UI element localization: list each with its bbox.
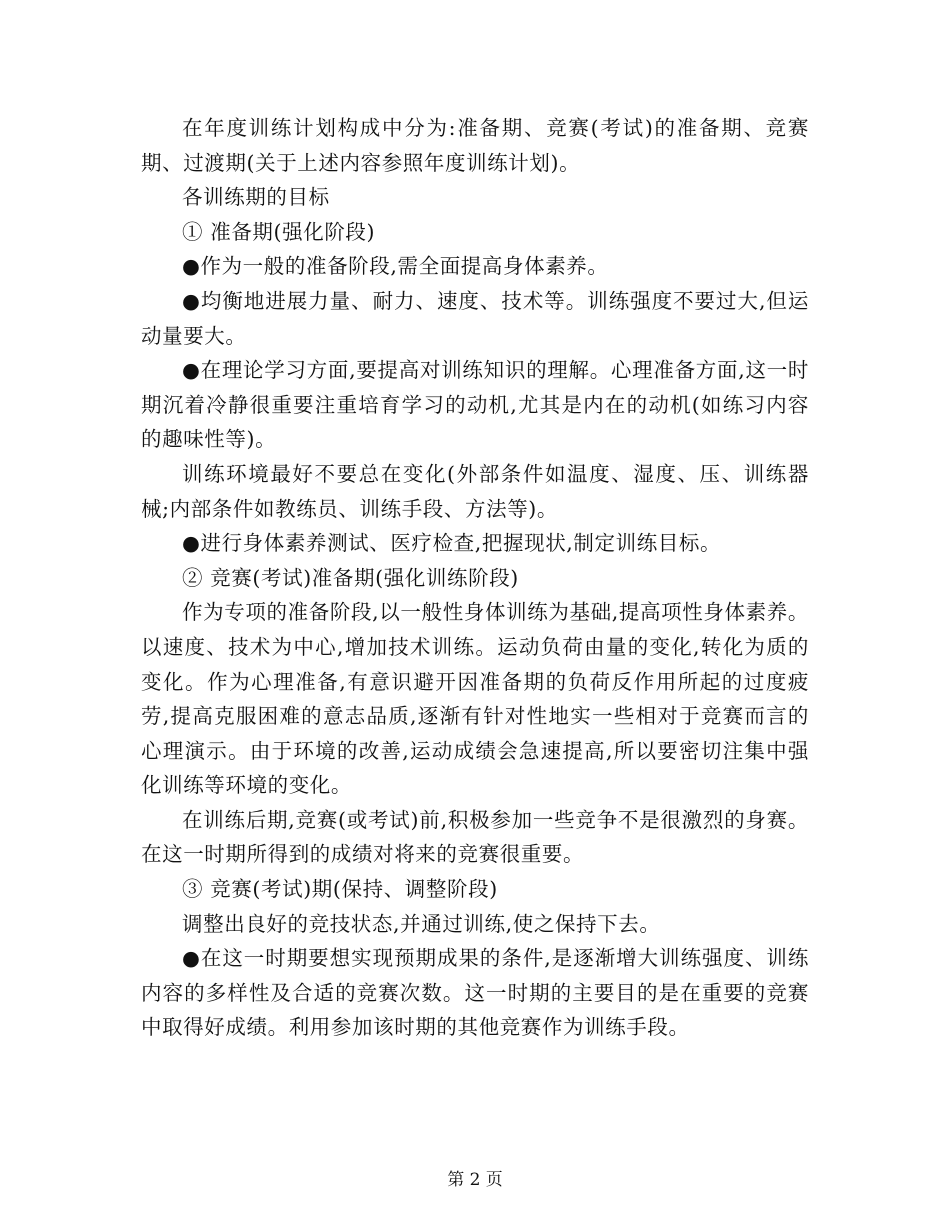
- page-number: 第 2 页: [447, 1170, 503, 1190]
- paragraph-general-preparation: ●作为一般的准备阶段,需全面提高身体素养。: [182, 254, 609, 279]
- paragraph-competition-prep-heading: ② 竞赛(考试)准备期(强化训练阶段): [182, 565, 519, 590]
- paragraph-competition-heading: ③ 竞赛(考试)期(保持、调整阶段): [182, 877, 498, 902]
- paragraph-late-training: 在训练后期,竞赛(或考试)前,积极参加一些竞争不是很激烈的身赛。在这一时期所得到的成绩对将来的竞赛很重要。: [141, 807, 809, 867]
- paragraph-balanced-development: ●均衡地进展力量、耐力、速度、技术等。训练强度不要过大,但运动量要大。: [141, 288, 809, 348]
- paragraph-competition-conditions: ●在这一时期要想实现预期成果的条件,是逐渐增大训练强度、训练内容的多样性及合适的竞赛次数。这一时期的主要目的是在重要的竞赛中取得好成绩。利用参加该时期的其他竞赛作为训练手段。: [141, 946, 809, 1040]
- paragraph-fitness-testing: ●进行身体素养测试、医疗检查,把握现状,制定训练目标。: [182, 531, 722, 556]
- paragraph-goals-heading: 各训练期的目标: [182, 185, 330, 210]
- paragraph-period-structure: 在年度训练计划构成中分为:准备期、竞赛(考试)的准备期、竞赛期、过渡期(关于上述内容参照年度训练计划)。: [141, 116, 809, 175]
- paragraph-training-environment: 训练环境最好不要总在变化(外部条件如温度、湿度、压、训练器械;内部条件如教练员、训练手段、方法等)。: [141, 461, 809, 521]
- paragraph-maintain-state: 调整出良好的竞技状态,并通过训练,使之保持下去。: [182, 911, 661, 936]
- document-body: [141, 111, 809, 1045]
- paragraph-specialized-preparation: 作为专项的准备阶段,以一般性身体训练为基础,提高项性身体素养。以速度、技术为中心,增加技术训练。运动负荷由量的变化,转化为质的变化。作为心理准备,有意识避开因准备期的负荷反作用所起的过度疲劳,提高克服困难的意志品质,逐渐有针对性地实一些相对于竞赛而言的心理演示。由于环境的改善,运动成绩会急速提高,所以要密切注集中强化训练等环境的变化。: [141, 600, 809, 798]
- paragraph-preparation-heading: ① 准备期(强化阶段): [182, 219, 376, 244]
- paragraph-theory-psychology: ●在理论学习方面,要提高对训练知识的理解。心理准备方面,这一时期沉着冷静很重要注重培育学习的动机,尤其是内在的动机(如练习内容的趣味性等)。: [141, 358, 809, 452]
